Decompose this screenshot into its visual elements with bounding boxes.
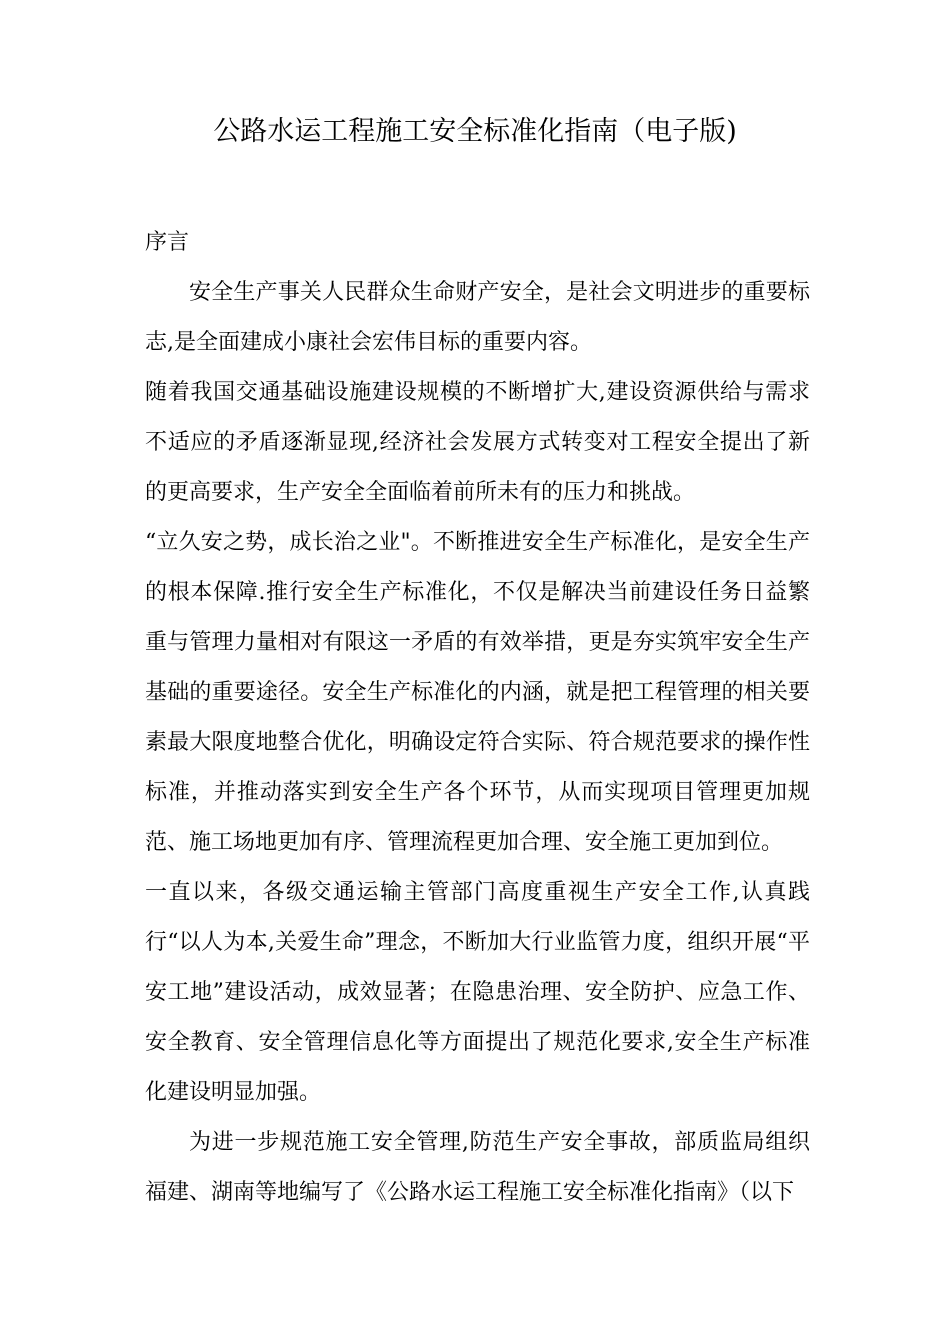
paragraph-1: 安全生产事关人民群众生命财产安全，是社会文明进步的重要标志,是全面建成小康社会宏伟目标的重要内容。 [145,280,810,355]
paragraph-3: “立久安之势，成长治之业"。不断推进安全生产标准化，是安全生产的根本保障.推行安全生产标准化，不仅是解决当前建设任务日益繁重与管理力量相对有限这一矛盾的有效举措，更是夯实筑牢安全生产基础的重要途径。安全生产标准化的内涵，就是把工程管理的相关要素最大限度地整合优化，明确设定符合实际、符合规范要求的操作性标准，并推动落实到安全生产各个环节，从而实现项目管理更加规范、施工场地更加有序、管理流程更加合理、安全施工更加到位。 [145,530,810,855]
paragraph-2: 随着我国交通基础设施建设规模的不断增扩大,建设资源供给与需求不适应的矛盾逐渐显现,经济社会发展方式转变对工程安全提出了新的更高要求，生产安全全面临着前所未有的压力和挑战。 [145,380,810,505]
paragraph-5: 为进一步规范施工安全管理,防范生产安全事故，部质监局组织福建、湖南等地编写了《公路水运工程施工安全标准化指南》（以下 [145,1130,810,1205]
document-body [145,218,810,1218]
document-title: 公路水运工程施工安全标准化指南（电子版) [213,116,737,147]
paragraph-4: 一直以来，各级交通运输主管部门高度重视生产安全工作,认真践行“以人为本,关爱生命”理念，不断加大行业监管力度，组织开展“平安工地”建设活动，成效显著；在隐患治理、安全防护、应急工作、安全教育、安全管理信息化等方面提出了规范化要求,安全生产标准化建设明显加强。 [145,880,810,1105]
section-heading: 序言 [145,230,190,255]
